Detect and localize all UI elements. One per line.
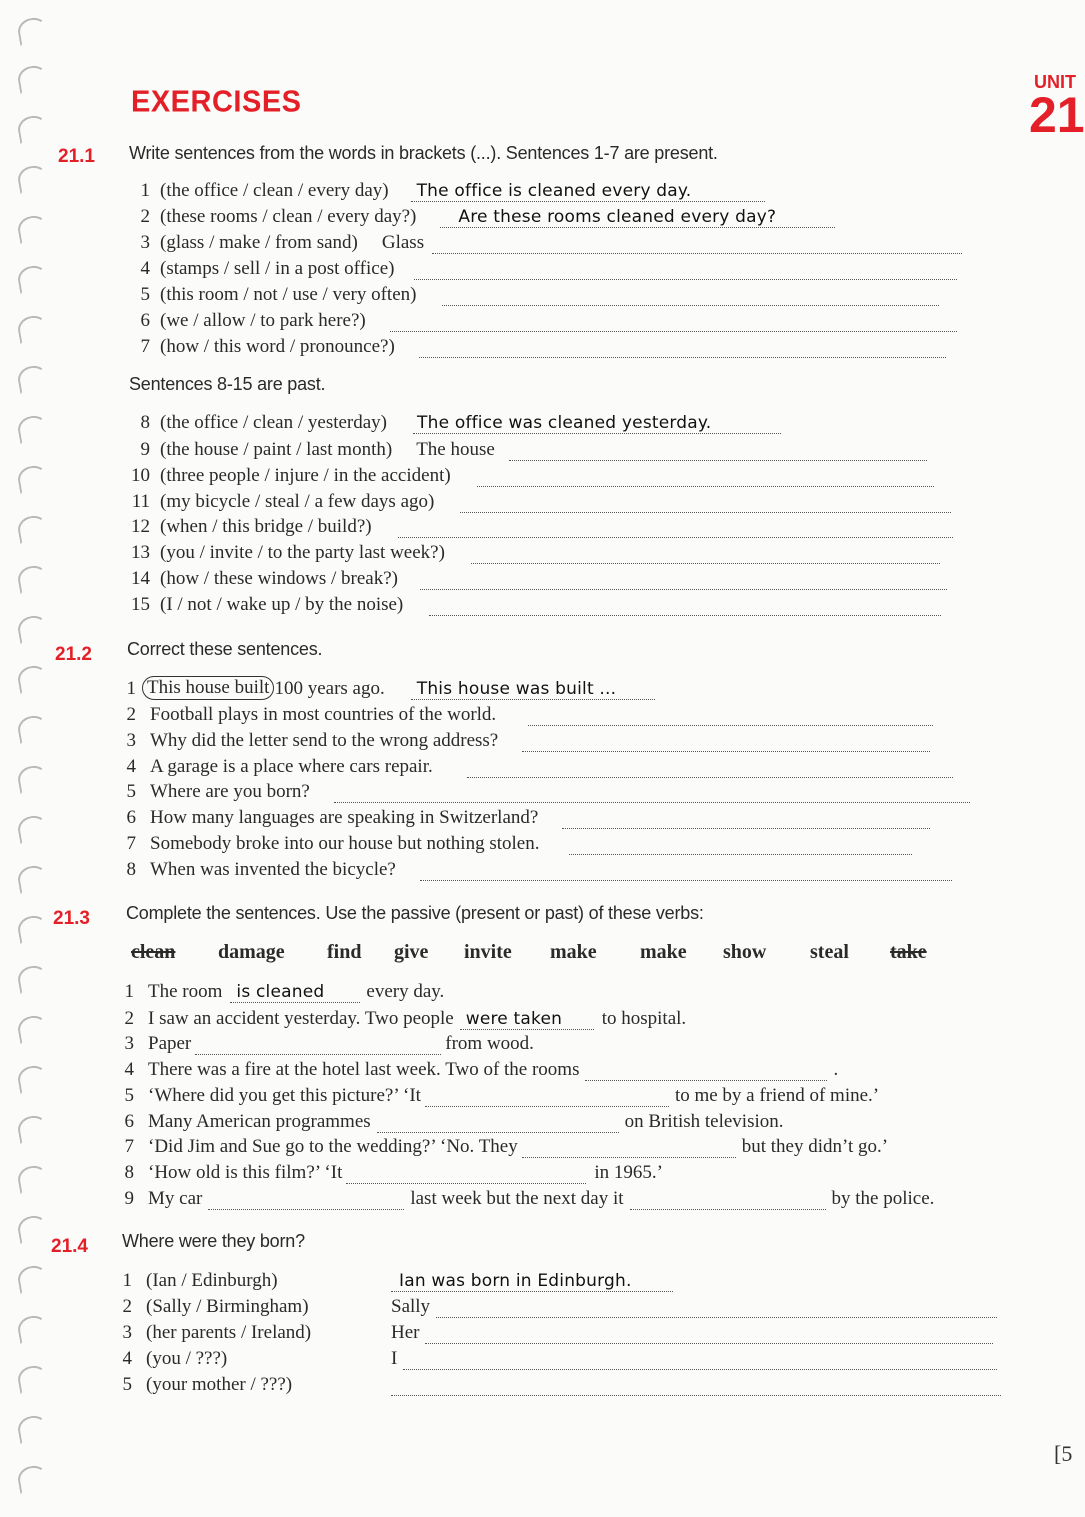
answer-field[interactable] <box>420 862 952 881</box>
item-sentence: How many languages are speaking in Switzerland? <box>150 807 539 828</box>
answer-field[interactable] <box>346 1165 586 1184</box>
answer-prefix: Glass <box>381 232 425 253</box>
binder-ring <box>16 1014 50 1045</box>
exercise-item: 1 (Ian / Edinburgh) Ian was born in Edinburgh. <box>122 1266 673 1292</box>
exercise-number: 21.2 <box>55 644 92 665</box>
circled-error: This house built <box>142 676 274 700</box>
exercise-item: 7 ‘Did Jim and Sue go to the wedding?’ ‘No. They but they didn’t go.’ <box>124 1136 889 1157</box>
item-prompt: (stamps / sell / in a post office) <box>160 258 395 279</box>
exercise-item: 13 (you / invite / to the party last week?) <box>130 538 940 564</box>
answer-field[interactable] <box>477 468 934 487</box>
exercise-item: 4 There was a fire at the hotel last week. Two of the rooms . <box>124 1059 839 1080</box>
exercise-instruction: Write sentences from the words in brackets (...). Sentences 1-7 are present. <box>129 143 718 163</box>
item-prompt: (this room / not / use / very often) <box>160 284 417 305</box>
exercise-item: 7 Somebody broke into our house but nothing stolen. <box>126 829 912 855</box>
answer-field[interactable] <box>569 836 912 855</box>
answer-field[interactable] <box>413 415 781 434</box>
item-sentence: Why did the letter send to the wrong address? <box>150 730 499 751</box>
answer-prefix: Sally <box>391 1296 431 1317</box>
binder-ring <box>16 864 50 895</box>
answer-field[interactable] <box>460 494 951 513</box>
answer-field[interactable] <box>425 1088 669 1107</box>
verb-option: invite <box>464 941 512 963</box>
handwritten-answer: The office was cleaned yesterday. <box>417 413 712 433</box>
item-prompt: (her parents / Ireland) <box>146 1322 312 1343</box>
exercise-item: 3 (glass / make / from sand) Glass <box>130 228 962 254</box>
item-sentence: When was invented the bicycle? <box>150 859 396 880</box>
answer-field[interactable] <box>436 1299 997 1318</box>
answer-prefix: The house <box>416 439 495 460</box>
exercise-item: 14 (how / these windows / break?) <box>130 564 947 590</box>
answer-field[interactable] <box>398 519 953 538</box>
item-prompt: (how / these windows / break?) <box>160 568 398 589</box>
exercise-item: 1 This house built 100 years ago. This house was built ... <box>126 674 655 700</box>
exercise-item: 6 Many American programmes on British television. <box>124 1111 784 1132</box>
exercise-item: 5 ‘Where did you get this picture?’ ‘It to me by a friend of mine.’ <box>124 1085 880 1106</box>
binder-ring <box>16 514 50 545</box>
answer-field[interactable] <box>467 759 953 778</box>
item-sentence: 100 years ago. <box>274 678 385 699</box>
answer-field[interactable] <box>585 1062 827 1081</box>
item-prompt: (when / this bridge / build?) <box>160 516 372 537</box>
binder-ring <box>16 1264 50 1295</box>
exercise-number: 21.4 <box>51 1236 88 1257</box>
exercise-item: 6 (we / allow / to park here?) <box>130 306 957 332</box>
verb-option: take <box>890 941 927 963</box>
exercise-item: 11 (my bicycle / steal / a few days ago) <box>130 487 951 513</box>
verb-option: find <box>327 941 362 963</box>
binder-ring <box>16 314 50 345</box>
verb-option: steal <box>810 941 849 963</box>
page-number: [5 <box>1054 1441 1073 1466</box>
answer-field[interactable] <box>522 733 930 752</box>
exercise-item: 4 (you / ???) I <box>122 1344 997 1370</box>
exercise-item: 15 (I / not / wake up / by the noise) <box>130 590 941 616</box>
exercise-item: 7 (how / this word / pronounce?) <box>130 332 946 358</box>
binder-ring <box>16 564 50 595</box>
verb-option: give <box>394 941 429 963</box>
item-prompt: (three people / injure / in the accident) <box>160 465 451 486</box>
binder-rings <box>0 0 60 1517</box>
exercise-item: 10 (three people / injure / in the accident) <box>130 461 934 487</box>
item-prompt: (we / allow / to park here?) <box>160 310 366 331</box>
binder-ring <box>16 1364 50 1395</box>
exercise-item: 8 ‘How old is this film?’ ‘It in 1965.’ <box>124 1162 663 1183</box>
binder-ring <box>16 1314 50 1345</box>
handwritten-answer: The office is cleaned every day. <box>416 181 692 201</box>
answer-field[interactable] <box>411 681 655 700</box>
answer-field[interactable] <box>391 1377 1001 1396</box>
item-sentence: Where are you born? <box>150 781 310 802</box>
answer-field[interactable] <box>411 183 765 202</box>
item-prompt: (I / not / wake up / by the noise) <box>160 594 404 615</box>
verb-option: show <box>723 941 767 963</box>
unit-number: 21 <box>1029 87 1085 143</box>
exercise-instruction: Where were they born? <box>122 1231 305 1251</box>
exercise-item: 9 My car last week but the next day it by the police. <box>124 1188 935 1209</box>
exercise-item: 8 (the office / clean / yesterday) The office was cleaned yesterday. <box>130 408 781 434</box>
binder-ring <box>16 16 50 47</box>
handwritten-answer: is cleaned <box>236 982 325 1002</box>
exercise-item: 1 (the office / clean / every day) The office is cleaned every day. <box>130 176 765 202</box>
binder-ring <box>16 1414 50 1445</box>
item-prompt: (Sally / Birmingham) <box>146 1296 309 1317</box>
binder-ring <box>16 664 50 695</box>
verb-option: make <box>550 941 597 963</box>
page-title: EXERCISES <box>131 85 302 119</box>
exercise-item: 4 A garage is a place where cars repair. <box>126 752 953 778</box>
binder-ring <box>16 264 50 295</box>
binder-ring <box>16 164 50 195</box>
item-prompt: (glass / make / from sand) <box>160 232 358 253</box>
binder-ring <box>16 114 50 145</box>
binder-ring <box>16 464 50 495</box>
item-prompt: (my bicycle / steal / a few days ago) <box>160 491 435 512</box>
answer-field[interactable] <box>391 1273 673 1292</box>
exercise-item: 3 (her parents / Ireland) Her <box>122 1318 993 1344</box>
answer-field[interactable] <box>440 209 835 228</box>
item-prompt: (the office / clean / yesterday) <box>160 412 388 433</box>
item-prompt: (how / this word / pronounce?) <box>160 336 395 357</box>
binder-ring <box>16 214 50 245</box>
answer-field[interactable] <box>522 1139 736 1158</box>
exercise-instruction: Complete the sentences. Use the passive (present or past) of these verbs: <box>126 903 704 923</box>
answer-field[interactable] <box>403 1351 997 1370</box>
answer-field[interactable] <box>509 442 927 461</box>
binder-ring <box>16 1164 50 1195</box>
verb-option: clean <box>131 941 176 963</box>
exercise-item: 6 How many languages are speaking in Switzerland? <box>126 803 930 829</box>
binder-ring <box>16 1064 50 1095</box>
handwritten-answer: Ian was born in Edinburgh. <box>399 1271 632 1291</box>
answer-field[interactable] <box>377 1114 619 1133</box>
answer-field[interactable] <box>334 784 970 803</box>
exercise-item: 2 (Sally / Birmingham) Sally <box>122 1292 997 1318</box>
handwritten-answer: were taken <box>465 1009 563 1029</box>
binder-ring <box>16 914 50 945</box>
exercise-item: 9 (the house / paint / last month) The house <box>130 435 927 461</box>
handwritten-answer: This house was built ... <box>416 679 617 699</box>
exercise-item: 3 Paper from wood. <box>124 1033 534 1054</box>
exercise-item: 4 (stamps / sell / in a post office) <box>130 254 957 280</box>
binder-ring <box>16 1114 50 1145</box>
answer-field[interactable] <box>562 810 930 829</box>
answer-field[interactable] <box>528 707 933 726</box>
binder-ring <box>16 764 50 795</box>
item-sentence: Football plays in most countries of the world. <box>150 704 497 725</box>
item-prompt: (the house / paint / last month) <box>160 439 393 460</box>
exercise-item: 12 (when / this bridge / build?) <box>130 512 953 538</box>
answer-prefix: Her <box>391 1322 420 1343</box>
binder-ring <box>16 964 50 995</box>
exercise-item: 2 I saw an accident yesterday. Two people were taken to hospital. <box>124 1008 687 1029</box>
answer-field[interactable] <box>390 313 957 332</box>
answer-prefix: I <box>391 1348 398 1369</box>
exercise-item: 2 (these rooms / clean / every day?) Are these rooms cleaned every day? <box>130 202 835 228</box>
binder-ring <box>16 64 50 95</box>
exercise-item: 3 Why did the letter send to the wrong address? <box>126 726 930 752</box>
answer-field[interactable] <box>429 597 941 616</box>
answer-field[interactable] <box>425 1325 993 1344</box>
handwritten-answer: Are these rooms cleaned every day? <box>458 207 777 227</box>
verb-option: make <box>640 941 687 963</box>
exercise-item: 1 The room is cleaned every day. <box>124 981 445 1002</box>
item-prompt: (your mother / ???) <box>146 1374 293 1395</box>
exercise-item: 5 (this room / not / use / very often) <box>130 280 939 306</box>
binder-ring <box>16 614 50 645</box>
exercise-item: 5 (your mother / ???) <box>122 1370 1001 1396</box>
binder-ring <box>16 364 50 395</box>
binder-ring <box>16 1214 50 1245</box>
unit-label: UNIT <box>1034 72 1076 92</box>
exercise-item: 5 Where are you born? <box>126 777 970 803</box>
binder-ring <box>16 1464 50 1495</box>
item-sentence: A garage is a place where cars repair. <box>150 756 433 777</box>
answer-field[interactable] <box>420 571 947 590</box>
verb-option: damage <box>218 941 285 963</box>
item-prompt: (you / invite / to the party last week?) <box>160 542 445 563</box>
answer-field[interactable] <box>414 261 957 280</box>
answer-field[interactable] <box>195 1036 441 1055</box>
exercise-number: 21.1 <box>58 146 95 167</box>
binder-ring <box>16 714 50 745</box>
item-prompt: (Ian / Edinburgh) <box>146 1270 278 1291</box>
binder-ring <box>16 814 50 845</box>
item-prompt: (these rooms / clean / every day?) <box>160 206 417 227</box>
exercise-item: 2 Football plays in most countries of the world. <box>126 700 933 726</box>
answer-field[interactable] <box>442 287 939 306</box>
exercise-item: 8 When was invented the bicycle? <box>126 855 952 881</box>
answer-field[interactable] <box>630 1191 826 1210</box>
item-prompt: (the office / clean / every day) <box>160 180 389 201</box>
exercise-number: 21.3 <box>53 908 90 929</box>
answer-field[interactable] <box>471 545 940 564</box>
answer-field[interactable] <box>419 339 946 358</box>
item-prompt: (you / ???) <box>146 1348 228 1369</box>
binder-ring <box>16 414 50 445</box>
answer-field[interactable] <box>230 984 360 1003</box>
exercise-instruction: Correct these sentences. <box>127 639 323 659</box>
exercise-subinstruction: Sentences 8-15 are past. <box>129 374 326 394</box>
item-sentence: Somebody broke into our house but nothing stolen. <box>150 833 540 854</box>
answer-field[interactable] <box>460 1011 594 1030</box>
answer-field[interactable] <box>208 1191 404 1210</box>
answer-field[interactable] <box>432 235 962 254</box>
